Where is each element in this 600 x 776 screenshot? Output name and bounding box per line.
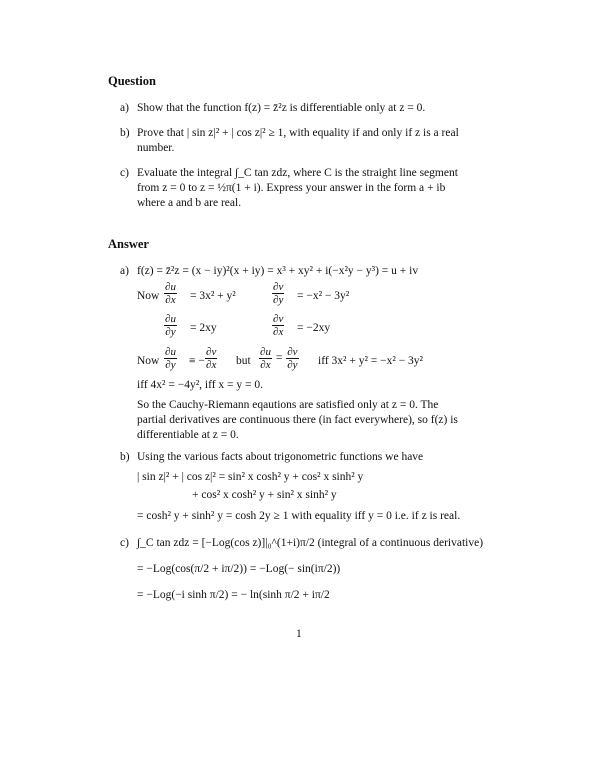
answer-b-line2: | sin z|² + | cos z|² = sin² x cosh² y + cos² x sinh² y bbox=[137, 471, 364, 483]
question-b-line1: Prove that | sin z|² + | cos z|² ≥ 1, with equality if and only if z is a real bbox=[137, 127, 459, 139]
du-dy-value: = 2xy bbox=[190, 322, 217, 334]
iff-line: iff 4x² = −4y², iff x = y = 0. bbox=[137, 379, 264, 391]
answer-b-line1: Using the various facts about trigonometric functions we have bbox=[137, 451, 424, 463]
question-heading: Question bbox=[108, 74, 156, 88]
answer-a-para-1: So the Cauchy-Riemann eqautions are satisfied only at z = 0. The bbox=[137, 399, 439, 411]
iff-condition: iff 3x² + y² = −x² − 3y² bbox=[318, 355, 424, 367]
question-b-line2: number. bbox=[137, 142, 175, 154]
answer-heading: Answer bbox=[108, 237, 149, 251]
answer-c-label: c) bbox=[120, 537, 129, 549]
answer-c-line2: = −Log(cos(π/2 + iπ/2)) = −Log(− sin(iπ/2)) bbox=[137, 563, 341, 575]
question-b-label: b) bbox=[120, 127, 130, 139]
answer-c-line3: = −Log(−i sinh π/2) = − ln(sinh π/2 + iπ/2 bbox=[137, 589, 330, 601]
question-a-text: Show that the function f(z) = z̄²z is differentiable only at z = 0. bbox=[137, 102, 426, 114]
answer-b-line4: = cosh² y + sinh² y = cosh 2y ≥ 1 with equality iff y = 0 i.e. if z is real. bbox=[137, 510, 461, 522]
partial-u-x-2: $\frac{\partial u}{\partial x}$ = $\frac{\partial v}{\partial y}$ bbox=[260, 346, 298, 371]
partial-u-y-2: $\frac{\partial u}{\partial y}$ bbox=[165, 346, 176, 371]
partial-v-x-2: $\frac{\partial v}{\partial x}$ bbox=[206, 346, 217, 371]
question-a-label: a) bbox=[120, 102, 129, 114]
question-c-label: c) bbox=[120, 167, 129, 179]
answer-a-para-3: differentiable at z = 0. bbox=[137, 429, 239, 441]
question-c-line3: where a and b are real. bbox=[137, 197, 242, 209]
answer-b-line3: + cos² x cosh² y + sin² x sinh² y bbox=[192, 489, 337, 501]
partial-u-x: $\frac{\partial u}{\partial x}$ bbox=[165, 281, 176, 306]
answer-a-line1: f(z) = z̄²z = (x − iy)²(x + iy) = x³ + xy² + i(−x²y − y³) = u + iv bbox=[137, 265, 419, 277]
partial-v-x: $\frac{\partial v}{\partial x}$ bbox=[273, 313, 284, 338]
question-c-line2: from z = 0 to z = ½π(1 + i). Express your answer in the form a + ib bbox=[137, 182, 446, 194]
answer-a-now1: Now bbox=[137, 290, 160, 302]
but-word: but bbox=[236, 355, 251, 367]
partial-u-y: $\frac{\partial u}{\partial y}$ bbox=[165, 313, 176, 338]
equiv-sign: ≡ − bbox=[189, 355, 205, 367]
dv-dy-value: = −x² − 3y² bbox=[297, 290, 350, 302]
partial-v-y: $\frac{\partial v}{\partial y}$ bbox=[273, 281, 284, 306]
du-dx-value: = 3x² + y² bbox=[190, 290, 236, 302]
answer-a-para-2: partial derivatives are continuous there (in fact everywhere), so f(z) is bbox=[137, 414, 458, 426]
page-number: 1 bbox=[296, 628, 302, 640]
answer-c-line1: ∫_C tan zdz = [−Log(cos z)]|₀^(1+i)π/2 (integral of a continuous derivative) bbox=[137, 537, 484, 549]
question-c-line1: Evaluate the integral ∫_C tan zdz, where C is the straight line segment bbox=[137, 167, 458, 179]
dv-dx-value: = −2xy bbox=[297, 322, 331, 334]
answer-b-label: b) bbox=[120, 451, 130, 463]
answer-a-now2: Now bbox=[137, 355, 160, 367]
answer-a-label: a) bbox=[120, 265, 129, 277]
